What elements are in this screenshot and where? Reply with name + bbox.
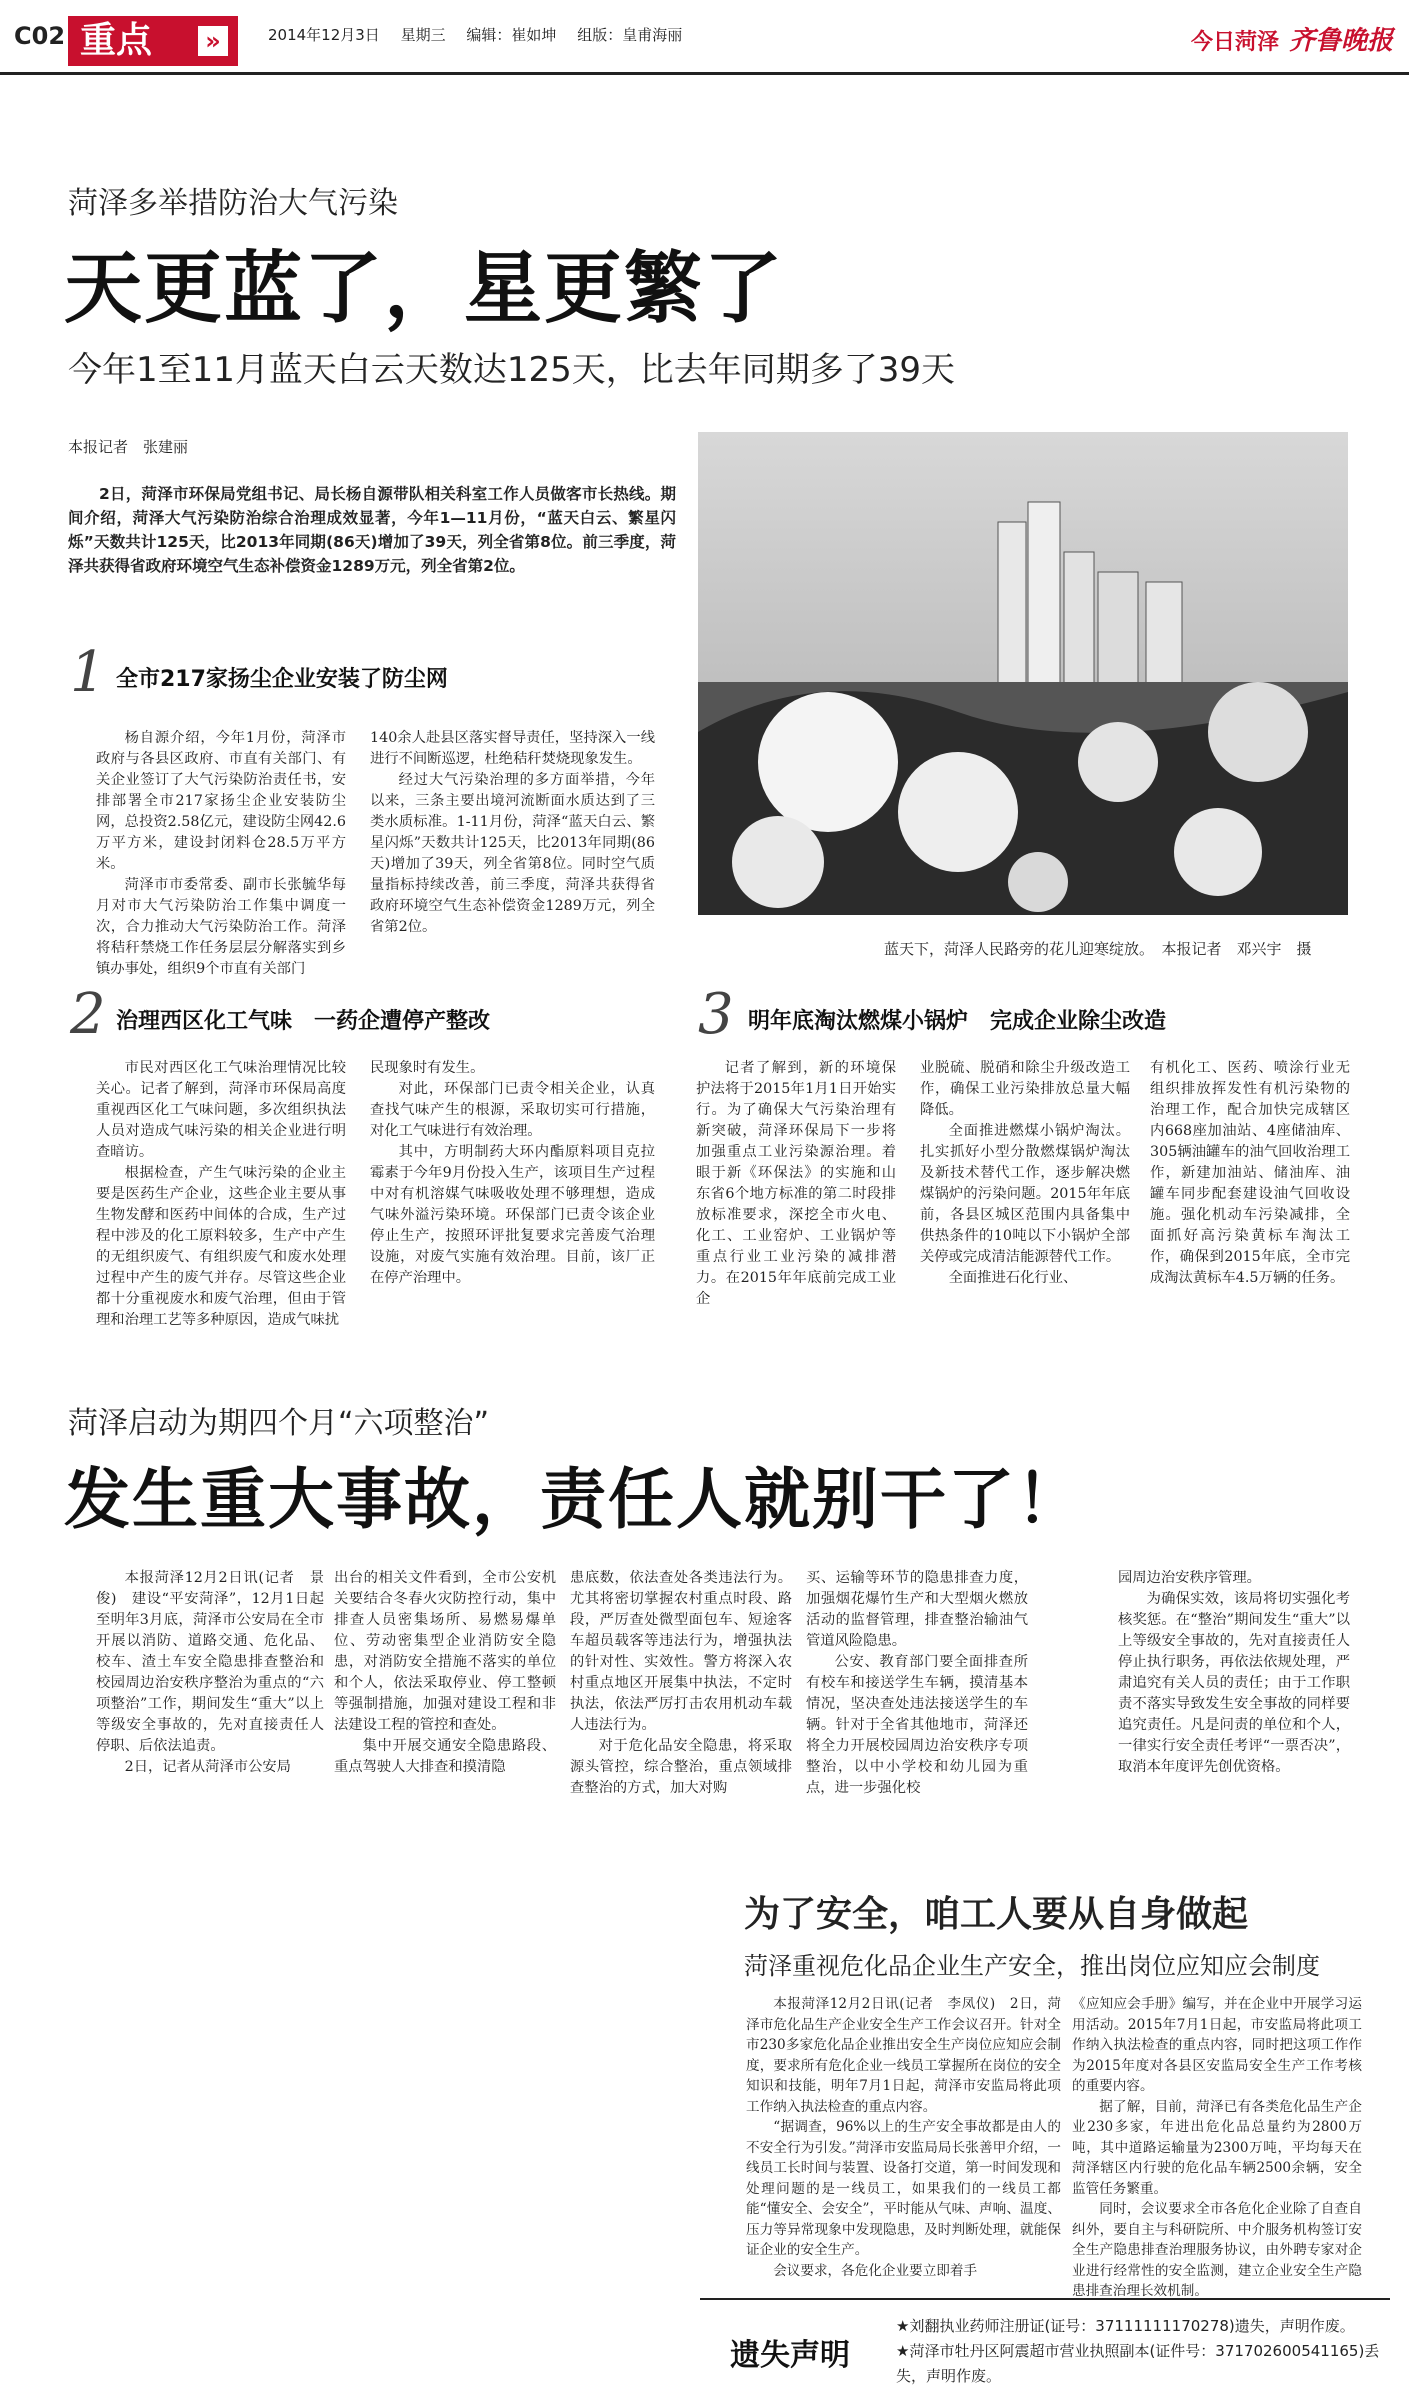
paper-masthead [1191, 20, 1393, 57]
paragraph: 民现象时有发生。 [370, 1060, 485, 1076]
sec3-col1 [696, 1058, 896, 1348]
paragraph: 园周边治安秩序管理。 [1118, 1570, 1261, 1586]
sec3-col2 [920, 1058, 1130, 1348]
page-number: C02 [14, 22, 66, 50]
story2-col5 [1118, 1568, 1350, 1850]
lost-notice [700, 2298, 1390, 2398]
paragraph: 出台的相关文件看到，全市公安机关要结合冬春火灾防控行动，集中排查人员密集场所、易燃易爆单位、劳动密集型企业消防安全隐患，对消防安全措施不落实的单位和个人，依法采取停业、停工整顿等强制措施，加强对建设工程和非法建设工程的管控和查处。 [334, 1570, 556, 1733]
story2-col2 [334, 1568, 556, 1850]
paper-name: 齐鲁晚报 [1288, 26, 1393, 56]
paragraph: 公安、教育部门要全面排查所有校车和接送学生车辆，摸清基本情况，坚决查处违法接送学生的车辆。针对于全省其他地市，菏泽还将全力开展校园周边治安秩序专项整治，以中小学校和幼儿园为重点，进一步强化校 [806, 1654, 1028, 1796]
chevron-right-icon: » [198, 26, 228, 56]
notice-items [896, 2314, 1386, 2389]
paragraph: 买、运输等环节的隐患排查力度，加强烟花爆竹生产和大型烟火燃放活动的监督管理，排查整治输油气管道风险隐患。 [806, 1570, 1028, 1649]
paragraph: 根据检查，产生气味污染的企业主要是医药生产企业，这些企业主要从事生物发酵和医药中间体的合成，生产过程中涉及的化工原料较多，生产中产生的无组织废气、有组织废气和废水处理过程中产生的废气并存。尽管这些企业都十分重视废水和废气治理，但由于管理和治理工艺等多种原因，造成气味扰 [96, 1165, 346, 1328]
issue-meta [268, 24, 698, 45]
news-photo [698, 432, 1348, 915]
header-rule [0, 72, 1409, 75]
story3-headline: 为了安全，咱工人要从自身做起 [744, 1894, 1249, 1935]
story3-subhead: 菏泽重视危化品企业生产安全，推出岗位应知应会制度 [744, 1952, 1320, 1980]
story2-col4 [806, 1568, 1028, 1850]
paragraph: 全面推进石化行业、 [948, 1270, 1078, 1286]
story3-col2 [1072, 1994, 1362, 2299]
sec1-col1 [96, 728, 346, 977]
paragraph: 业脱硫、脱硝和除尘升级改造工作，确保工业污染排放总量大幅降低。 [920, 1060, 1130, 1118]
paragraph: 全面推进燃煤小锅炉淘汰。扎实抓好小型分散燃煤锅炉淘汰及新技术替代工作，逐步解决燃煤锅炉的污染问题。2015年年底前，各县区城区范围内具备集中供热条件的10吨以下小锅炉全部关停或完成清洁能源替代工作。 [920, 1123, 1130, 1265]
section-title-3: 明年底淘汰燃煤小锅炉 完成企业除尘改造 [748, 1009, 1167, 1034]
paragraph: 经过大气污染治理的多方面举措，今年以来，三条主要出境河流断面水质达到了三类水质标准。1-11月份，菏泽“蓝天白云、繁星闪烁”天数共计125天，比2013年同期(86天)增加了39天，列全省第8位。同时空气质量指标持续改善，前三季度，菏泽共获得省政府环境空气生态补偿资金1289万元，列全省第2位。 [370, 772, 655, 935]
section-number-3: 3 [698, 982, 734, 1047]
paragraph: 菏泽市市委常委、副市长张毓华每月对市大气污染防治工作集中调度一次，合力推动大气污染防治工作。菏泽将秸秆禁烧工作任务层层分解落实到乡镇办事处，组织9个市直有关部门 [96, 877, 346, 977]
paragraph: “据调查，96%以上的生产安全事故都是由人的不安全行为引发。”菏泽市安监局局长张善甲介绍，一线员工长时间与装置、设备打交道，第一时间发现和处理问题的是一线员工，如果我们的一线员工都能“懂安全、会安全”，平时能从气味、声响、温度、压力等异常现象中发现隐患，及时判断处理，就能保证企业的安全生产。 [746, 2119, 1061, 2258]
story2-col3 [570, 1568, 792, 1850]
sec1-col2 [370, 728, 655, 948]
photo-caption: 蓝天下，菏泽人民路旁的花儿迎寒绽放。 本报记者 邓兴宇 摄 [884, 940, 1312, 958]
story2-col1 [96, 1568, 324, 1850]
paragraph: 市民对西区化工气味治理情况比较关心。记者了解到，菏泽市环保局高度重视西区化工气味问题，多次组织执法人员对造成气味污染的相关企业进行明查暗访。 [96, 1060, 346, 1160]
flowers-city-photo [698, 432, 1348, 915]
paragraph: 对此，环保部门已责令相关企业，认真查找气味产生的根源，采取切实可行措施，对化工气味进行有效治理。 [370, 1081, 655, 1139]
section-number-1: 1 [70, 640, 106, 705]
story1-lead: 2日，菏泽市环保局党组书记、局长杨自源带队相关科室工作人员做客市长热线。期间介绍，菏泽大气污染防治综合治理成效显著，今年1—11月份，“蓝天白云、繁星闪烁”天数共计125天，比2013年同期(86天)增加了39天，列全省第8位。前三季度，菏泽共获得省政府环境空气生态补偿资金1289万元，列全省第2位。 [68, 485, 676, 575]
paragraph: 本报菏泽12月2日讯(记者 景俊) 建设“平安菏泽”，12月1日起至明年3月底，菏泽市公安局在全市开展以消防、道路交通、危化品、校车、渣土车安全隐患排查整治和校园周边治安秩序整治为重点的“六项整治”工作，期间发生“重大”以上等级安全事故的，先对直接责任人停职、后依法追责。 [96, 1570, 324, 1754]
page-header [0, 0, 1409, 78]
paragraph: 会议要求，各危化企业要立即着手 [773, 2262, 978, 2279]
sec2-col2 [370, 1058, 655, 1348]
notice-item: ★刘翻执业药师注册证(证号：37111111170278)遗失，声明作废。 [896, 2317, 1355, 2335]
section-title-1: 全市217家扬尘企业安装了防尘网 [116, 667, 448, 692]
issue-weekday: 星期三 [400, 26, 446, 44]
paragraph: 同时，会议要求全市各危化企业除了自查自纠外，要自主与科研院所、中介服务机构签订安全生产隐患排查治理服务协议，由外聘专家对企业进行经常性的安全监测，建立企业安全生产隐患排查治理长效机制。 [1072, 2201, 1362, 2299]
paragraph: 有机化工、医药、喷涂行业无组织排放挥发性有机污染物的治理工作，配合加快完成辖区内668座加油站、4座储油库、305辆油罐车的油气回收治理工作，新建加油站、储油库、油罐车同步配套建设油气回收设施。强化机动车污染减排，全面抓好高污染黄标车淘汰工作，确保到2015年底，全市完成淘汰黄标车4.5万辆的任务。 [1150, 1060, 1350, 1286]
paragraph: 对于危化品安全隐患，将采取源头管控，综合整治，重点领域排查整治的方式，加大对购 [570, 1738, 792, 1796]
story1-kicker: 菏泽多举措防治大气污染 [68, 186, 398, 221]
section-title-2: 治理西区化工气味 一药企遭停产整改 [116, 1009, 491, 1034]
today-label: 今日菏泽 [1190, 30, 1279, 55]
issue-date: 2014年12月3日 [268, 26, 380, 44]
paragraph: 患底数，依法查处各类违法行为。尤其将密切掌握农村重点时段、路段，严厉查处微型面包车、短途客车超员载客等违法行为，增强执法的针对性、实效性。警方将深入农村重点地区开展集中执法，不定时执法，依法严厉打击农用机动车载人违法行为。 [570, 1570, 792, 1733]
story2-headline: 发生重大事故，责任人就别干了！ [64, 1461, 1084, 1538]
paragraph: 杨自源介绍，今年1月份，菏泽市政府与各县区政府、市直有关部门、有关企业签订了大气污染防治责任书，安排部署全市217家扬尘企业安装防尘网，总投资2.58亿元，建设防尘网42.6万平方米，建设封闭料仓28.5万平方米。 [96, 730, 346, 872]
story1-headline: 天更蓝了，星更繁了 [64, 244, 785, 334]
paragraph: 记者了解到，新的环境保护法将于2015年1月1日开始实行。为了确保大气污染治理有新突破，菏泽环保局下一步将加强重点工业污染源治理。着眼于新《环保法》的实施和山东省6个地方标准的第二时段排放标准要求，深挖全市火电、化工、工业窑炉、工业锅炉等重点行业工业污染的减排潜力。在2015年年底前完成工业企 [696, 1060, 896, 1307]
section-number-2: 2 [70, 982, 106, 1047]
paragraph: 其中，方明制药大环内酯原料项目克拉霉素于今年9月份投入生产，该项目生产过程中对有机溶媒气味吸收处理不够理想，造成气味外溢污染环境。环保部门已责令该企业停止生产，按照环评批复要求完善废气治理设施，对废气实施有效治理。目前，该厂正在停产治理中。 [370, 1144, 655, 1286]
paragraph: 《应知应会手册》编写，并在企业中开展学习运用活动。2015年7月1日起，市安监局将此项工作纳入执法检查的重点内容，同时把这项工作作为2015年度对各县区安监局安全生产工作考核的重要内容。 [1072, 1996, 1362, 2094]
section-tag [68, 16, 238, 66]
section-tag-label: 重点 [80, 20, 153, 61]
editor-credit: 编辑：崔如坤 [466, 26, 557, 44]
story1-subhead: 今年1至11月蓝天白云天数达125天，比去年同期多了39天 [68, 350, 956, 390]
paragraph: 140余人赴县区落实督导责任，坚持深入一线进行不间断巡逻，杜绝秸秆焚烧现象发生。 [370, 730, 655, 767]
sec2-col1 [96, 1058, 346, 1348]
paragraph: 据了解，目前，菏泽已有各类危化品生产企业230多家，年进出危化品总量约为2800万吨，其中道路运输量为2300万吨，平均每天在菏泽辖区内行驶的危化品车辆2500余辆，安全监管任务繁重。 [1072, 2098, 1362, 2197]
paragraph: 本报菏泽12月2日讯(记者 李凤仪) 2日，菏泽市危化品生产企业安全生产工作会议召开。针对全市230多家危化品企业推出安全生产岗位应知应会制度，要求所有危化企业一线员工掌握所在岗位的安全知识和技能，明年7月1日起，菏泽市安监局将此项工作纳入执法检查的重点内容。 [746, 1996, 1061, 2115]
paragraph: 为确保实效，该局将切实强化考核奖惩。在“整治”期间发生“重大”以上等级安全事故的，先对直接责任人停止执行职务，再依法依规处理，严肃追究有关人员的责任；由于工作职责不落实导致发生安全事故的同样要追究责任。凡是问责的单位和个人，一律实行安全责任考评“一票否决”，取消本年度评先创优资格。 [1118, 1591, 1350, 1775]
story2-kicker: 菏泽启动为期四个月“六项整治” [68, 1406, 490, 1441]
layout-credit: 组版：皇甫海丽 [577, 26, 683, 44]
paragraph: 集中开展交通安全隐患路段、重点驾驶人大排查和摸清隐 [334, 1738, 556, 1775]
sec3-col3 [1150, 1058, 1350, 1348]
story1-byline: 本报记者 张建丽 [68, 438, 189, 456]
notice-label: 遗失声明 [730, 2338, 850, 2373]
story3-col1 [746, 1994, 1061, 2286]
notice-item: ★菏泽市牡丹区阿震超市营业执照副本(证件号：371702600541165)丢失，声明作废。 [896, 2342, 1380, 2385]
paragraph: 2日，记者从菏泽市公安局 [124, 1759, 291, 1775]
